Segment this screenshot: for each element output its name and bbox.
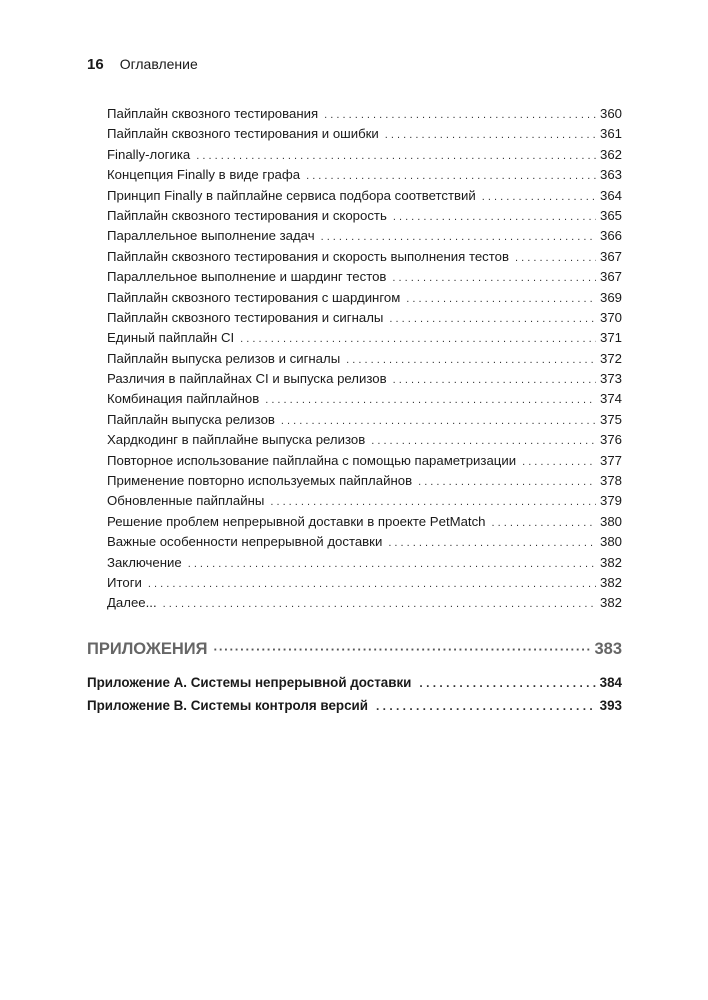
toc-entry	[107, 186, 622, 206]
toc-entry-title: Пайплайн сквозного тестирования и скорость	[107, 207, 387, 223]
appendix-title: Приложение В. Системы контроля версий	[87, 698, 368, 713]
dot-leader	[281, 411, 596, 431]
toc-entry-title: Итоги	[107, 574, 142, 590]
dot-leader	[324, 105, 596, 125]
toc-entry	[107, 573, 622, 593]
toc-entry-title: Пайплайн сквозного тестирования и сигналы	[107, 309, 384, 325]
toc-entry-title: Finally-логика	[107, 146, 191, 162]
toc-entry-title: Параллельное выполнение задач	[107, 228, 315, 244]
toc-entry	[107, 593, 622, 613]
dot-leader	[392, 268, 596, 288]
dot-leader	[306, 166, 596, 186]
toc-entry	[107, 145, 622, 165]
toc-entry-title: Решение проблем непрерывной доставки в проекте PetMatch	[107, 513, 486, 529]
toc-entry-title: Применение повторно используемых пайплайнов	[107, 473, 413, 489]
toc-entry-page: 382	[599, 595, 622, 611]
toc-entry	[107, 532, 622, 552]
toc-entry-title: Пайплайн сквозного тестирования и скорость выполнения тестов	[107, 248, 509, 264]
toc-entry-page: 376	[599, 432, 622, 448]
dot-leader	[346, 350, 596, 370]
dot-leader	[213, 642, 590, 657]
toc-entry	[107, 491, 622, 511]
toc-entry-title: Пайплайн выпуска релизов	[107, 411, 275, 427]
dot-leader	[515, 248, 596, 268]
toc-entry-page: 378	[599, 473, 622, 489]
toc-entry-page: 365	[599, 207, 622, 223]
toc-entry	[107, 328, 622, 348]
toc-entry	[107, 410, 622, 430]
toc-entry-title: Далее...	[107, 595, 157, 611]
toc-entry	[107, 165, 622, 185]
toc-entry-page: 380	[599, 513, 622, 529]
toc-entry-title: Обновленные пайплайны	[107, 493, 265, 509]
running-header-title: Оглавление	[119, 56, 198, 72]
toc-entry	[107, 389, 622, 409]
toc-entry-title: Различия в пайплайнах CI и выпуска релизов	[107, 371, 387, 387]
toc-entry-title: Пайплайн выпуска релизов и сигналы	[107, 350, 341, 366]
dot-leader	[148, 574, 596, 594]
toc-entry-title: Хардкодинг в пайплайне выпуска релизов	[107, 432, 366, 448]
dot-leader	[482, 187, 596, 207]
toc-entry-title: Концепция Finally в виде графа	[107, 167, 301, 183]
page-header	[87, 56, 198, 73]
toc-entry	[107, 349, 622, 369]
dot-leader	[163, 594, 596, 614]
dot-leader	[389, 309, 596, 329]
toc-entry-title: Заключение	[107, 554, 182, 570]
dot-leader	[388, 533, 596, 553]
toc-entry-page: 377	[599, 452, 622, 468]
dot-leader	[385, 125, 596, 145]
toc-entry-page: 362	[599, 146, 622, 162]
toc-entry	[107, 451, 622, 471]
dot-leader	[196, 146, 596, 166]
toc-entry-title: Параллельное выполнение и шардинг тестов	[107, 269, 387, 285]
toc-entry	[107, 267, 622, 287]
toc-entry-title: Комбинация пайплайнов	[107, 391, 260, 407]
toc-entry	[107, 369, 622, 389]
dot-leader	[393, 207, 596, 227]
toc-entry	[107, 104, 622, 124]
toc-entry-page: 367	[599, 269, 622, 285]
toc-entry-page: 367	[599, 248, 622, 264]
toc-entry	[107, 553, 622, 573]
page-number: 16	[87, 56, 104, 73]
part-title: ПРИЛОЖЕНИЯ	[87, 640, 208, 658]
dot-leader	[265, 390, 596, 410]
toc-entry-title: Пайплайн сквозного тестирования	[107, 106, 319, 121]
toc-entry-title: Единый пайплайн CI	[107, 330, 235, 346]
table-of-contents	[107, 104, 622, 614]
toc-entry-page: 375	[599, 411, 622, 427]
dot-leader	[270, 492, 596, 512]
part-heading-appendices	[87, 640, 622, 659]
toc-entry-title: Повторное использование пайплайна с помощью параметризации	[107, 452, 517, 468]
appendix-title: Приложение А. Системы непрерывной доставки	[87, 675, 412, 690]
dot-leader	[419, 676, 595, 690]
dot-leader	[188, 554, 596, 574]
toc-entry-page: 371	[599, 330, 622, 346]
dot-leader	[371, 431, 596, 451]
dot-leader	[492, 513, 596, 533]
toc-entry	[107, 471, 622, 491]
toc-entry-title: Пайплайн сквозного тестирования и ошибки	[107, 126, 379, 142]
toc-entry	[107, 430, 622, 450]
toc-entry-page: 369	[599, 289, 622, 305]
toc-entry-title: Пайплайн сквозного тестирования с шардингом	[107, 289, 401, 305]
toc-entry-page: 372	[599, 350, 622, 366]
appendix-page-number: 393	[599, 698, 622, 713]
toc-entry-page: 366	[599, 228, 622, 244]
dot-leader	[406, 289, 596, 309]
toc-entry-page: 360	[599, 106, 622, 121]
toc-entry-page: 363	[599, 167, 622, 183]
toc-entry-page: 380	[599, 534, 622, 550]
toc-entry-title: Важные особенности непрерывной доставки	[107, 534, 383, 550]
toc-entry-title: Принцип Finally в пайплайне сервиса подбора соответствий	[107, 187, 476, 203]
appendix-entry-b	[87, 698, 622, 713]
dot-leader	[321, 227, 596, 247]
toc-entry	[107, 247, 622, 267]
appendix-entry-a	[87, 675, 622, 690]
appendix-page-number: 384	[599, 675, 622, 690]
dot-leader	[393, 370, 596, 390]
toc-entry	[107, 124, 622, 144]
toc-entry-page: 373	[599, 371, 622, 387]
toc-entry	[107, 206, 622, 226]
dot-leader	[240, 329, 596, 349]
toc-entry	[107, 512, 622, 532]
part-page-number: 383	[594, 640, 622, 658]
toc-entry-page: 382	[599, 574, 622, 590]
toc-entry-page: 374	[599, 391, 622, 407]
dot-leader	[522, 452, 596, 472]
toc-entry-page: 382	[599, 554, 622, 570]
dot-leader	[376, 699, 596, 713]
toc-entry-page: 379	[599, 493, 622, 509]
toc-entry-page: 361	[599, 126, 622, 142]
dot-leader	[418, 472, 596, 492]
toc-entry	[107, 308, 622, 328]
toc-entry-page: 364	[599, 187, 622, 203]
toc-entry	[107, 226, 622, 246]
toc-entry-page: 370	[599, 309, 622, 325]
toc-entry	[107, 288, 622, 308]
